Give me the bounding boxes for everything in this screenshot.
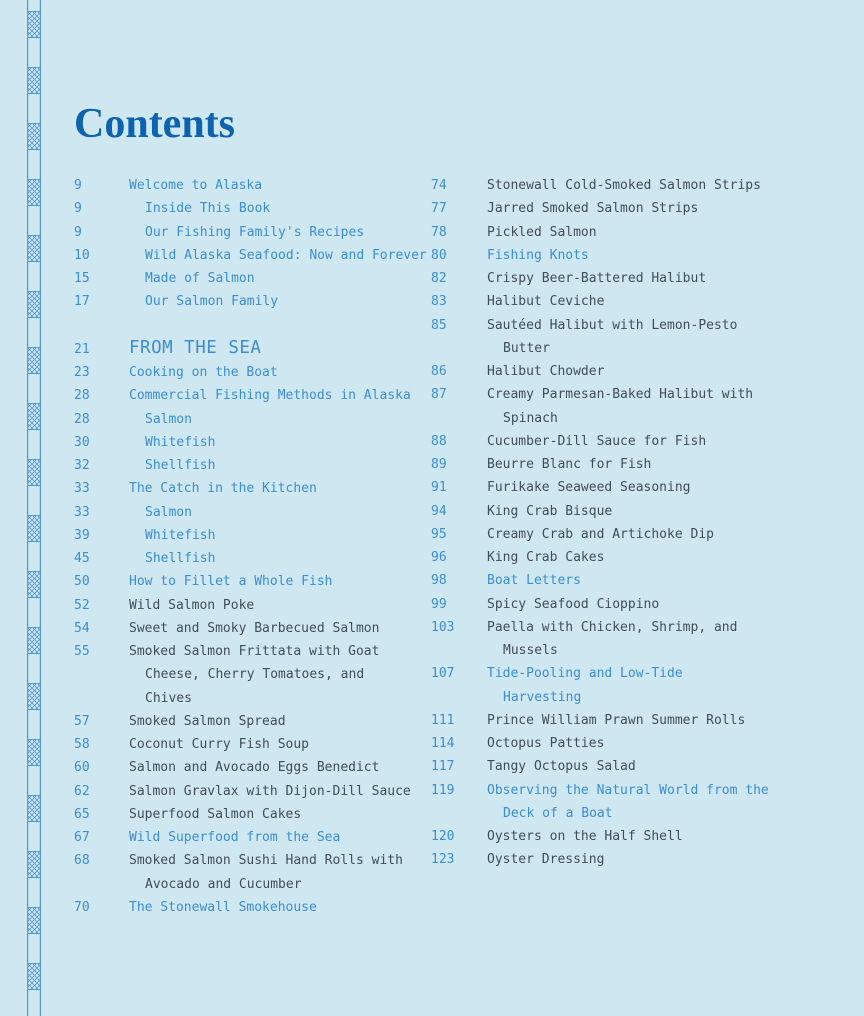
- toc-page-number: 33: [74, 504, 90, 520]
- toc-page-number: 119: [431, 782, 455, 798]
- toc-title-line: Our Fishing Family's Recipes: [145, 224, 365, 240]
- toc-page-number: 120: [431, 829, 455, 844]
- toc-entry-title: [129, 244, 426, 267]
- toc-entry-title: [487, 174, 831, 197]
- toc-entry[interactable]: [74, 290, 426, 313]
- toc-entry[interactable]: [74, 617, 426, 640]
- toc-entry[interactable]: [74, 710, 426, 733]
- toc-page-number: 57: [74, 713, 90, 729]
- toc-entry-title: [129, 477, 426, 500]
- toc-entry[interactable]: [74, 361, 426, 384]
- toc-title-line: Our Salmon Family: [145, 294, 279, 310]
- toc-title-line: Spicy Seafood Cioppino: [487, 596, 660, 612]
- toc-title-line: Sweet and Smoky Barbecued Salmon: [129, 620, 380, 636]
- toc-entry-title: [487, 476, 831, 499]
- toc-entry-title: [129, 501, 426, 524]
- toc-entry[interactable]: [74, 826, 426, 849]
- toc-page-number: 15: [74, 271, 90, 286]
- toc-page-number: 23: [74, 365, 90, 380]
- toc-title-line: Observing the Natural World from the: [487, 782, 769, 798]
- toc-entry[interactable]: [74, 244, 426, 267]
- toc-title-line: Avocado and Cucumber: [145, 876, 302, 892]
- toc-page-number: 91: [431, 480, 447, 496]
- toc-page-number: 30: [74, 434, 90, 450]
- toc-entry[interactable]: [431, 430, 831, 453]
- toc-page-number: 77: [431, 201, 447, 217]
- toc-page-number: 68: [74, 853, 90, 869]
- toc-page-number: 9: [74, 201, 82, 217]
- toc-entry-title: [487, 500, 831, 523]
- toc-entry-title: [487, 709, 831, 732]
- toc-title-line: Butter: [503, 340, 550, 356]
- toc-entry-title: [129, 197, 426, 220]
- toc-entry-title: [487, 779, 831, 826]
- toc-entry[interactable]: [431, 500, 831, 523]
- toc-entry[interactable]: [431, 244, 831, 267]
- toc-title-line: Salmon and Avocado Eggs Benedict: [129, 760, 380, 776]
- toc-entry[interactable]: [74, 896, 426, 919]
- toc-spacer: [74, 314, 426, 337]
- toc-entry-title: [129, 570, 426, 593]
- toc-entry-title: [129, 267, 426, 290]
- toc-entry[interactable]: [431, 616, 831, 663]
- toc-entry[interactable]: [431, 546, 831, 569]
- toc-page-number: 62: [74, 783, 90, 799]
- toc-entry[interactable]: [74, 756, 426, 779]
- toc-entry[interactable]: [431, 360, 831, 383]
- toc-entry-title: [487, 569, 831, 592]
- toc-title-line: Mussels: [503, 643, 558, 658]
- toc-title-line: Octopus Patties: [487, 736, 605, 751]
- toc-title-line: Cucumber-Dill Sauce for Fish: [487, 433, 707, 449]
- toc-page-number: 28: [74, 388, 90, 404]
- toc-page-number: 94: [431, 503, 447, 519]
- toc-page-number: 52: [74, 597, 90, 613]
- toc-title-line: Wild Superfood from the Sea: [129, 830, 341, 845]
- toc-title-line: Furikake Seaweed Seasoning: [487, 480, 691, 496]
- toc-title-line: Commercial Fishing Methods in Alaska: [129, 388, 411, 404]
- toc-title-line: Creamy Parmesan-Baked Halibut with: [487, 387, 754, 403]
- toc-entry-title: [129, 803, 426, 826]
- toc-entry-title: [129, 547, 426, 570]
- toc-entry-title: [129, 896, 426, 919]
- toc-title-line: King Crab Cakes: [487, 550, 605, 565]
- toc-entry[interactable]: [431, 290, 831, 313]
- toc-title-line: Stonewall Cold-Smoked Salmon Strips: [487, 178, 761, 193]
- toc-entry[interactable]: [431, 174, 831, 197]
- toc-entry-title: [487, 732, 831, 755]
- toc-title-line: Salmon Gravlax with Dijon-Dill Sauce: [129, 783, 411, 799]
- toc-title-line: Salmon: [145, 504, 192, 520]
- toc-entry-title: [487, 244, 831, 267]
- toc-page-number: 67: [74, 830, 90, 845]
- toc-page-number: 58: [74, 737, 90, 752]
- toc-title-line: Welcome to Alaska: [129, 178, 263, 193]
- toc-title-line: Pickled Salmon: [487, 224, 597, 240]
- toc-title-line: Oyster Dressing: [487, 852, 605, 868]
- toc-page-number: 114: [431, 736, 455, 751]
- toc-entry-title: [129, 361, 426, 384]
- toc-title-line: Made of Salmon: [145, 271, 255, 286]
- toc-entry-title: [487, 267, 831, 290]
- toc-entry-title: [129, 756, 426, 779]
- toc-entry[interactable]: [74, 221, 426, 244]
- toc-entry-title: [487, 453, 831, 476]
- toc-entry[interactable]: [74, 197, 426, 220]
- toc-title-line: The Catch in the Kitchen: [129, 481, 317, 497]
- toc-page-number: 82: [431, 271, 447, 286]
- toc-page-number: 50: [74, 574, 90, 590]
- toc-title-line: Coconut Curry Fish Soup: [129, 737, 310, 752]
- toc-entry[interactable]: [431, 662, 831, 709]
- toc-page-number: 95: [431, 526, 447, 542]
- toc-page-number: 107: [431, 666, 455, 682]
- toc-entry[interactable]: [74, 337, 426, 361]
- toc-title-line: Chives: [145, 690, 192, 706]
- toc-entry[interactable]: [431, 779, 831, 826]
- toc-title-line: Crispy Beer-Battered Halibut: [487, 271, 707, 286]
- toc-left-column: [74, 174, 426, 919]
- toc-entry[interactable]: [74, 570, 426, 593]
- toc-page-number: 45: [74, 551, 90, 566]
- toc-page-number: 70: [74, 899, 90, 915]
- toc-title-line: Boat Letters: [487, 573, 581, 589]
- toc-entry[interactable]: [431, 569, 831, 592]
- toc-title-line: Smoked Salmon Frittata with Goat: [129, 644, 380, 659]
- toc-entry[interactable]: [431, 709, 831, 732]
- toc-entry[interactable]: [74, 780, 426, 803]
- toc-entry[interactable]: [431, 732, 831, 755]
- toc-entry-title: [129, 174, 426, 197]
- toc-page-number: 10: [74, 247, 90, 263]
- toc-title-line: Spinach: [503, 410, 558, 426]
- toc-entry-title: [487, 523, 831, 546]
- toc-page-number: 88: [431, 433, 447, 449]
- toc-page-number: 83: [431, 294, 447, 310]
- toc-entry-title: [487, 662, 831, 709]
- toc-entry[interactable]: [431, 314, 831, 361]
- toc-entry-title: [129, 849, 426, 896]
- toc-entry-title: [129, 617, 426, 640]
- toc-entry[interactable]: [431, 383, 831, 430]
- toc-page-number: 54: [74, 620, 90, 636]
- toc-entry[interactable]: [74, 408, 426, 431]
- toc-page-number: 85: [431, 317, 447, 333]
- toc-entry[interactable]: [74, 733, 426, 756]
- toc-title-line: Creamy Crab and Artichoke Dip: [487, 526, 714, 542]
- toc-entry-title: [129, 454, 426, 477]
- toc-page-number: 39: [74, 527, 90, 543]
- toc-entry-title: [487, 314, 831, 361]
- toc-entry-title: [487, 593, 831, 616]
- toc-entry[interactable]: [74, 849, 426, 896]
- toc-entry[interactable]: [74, 267, 426, 290]
- toc-title-line: FROM THE SEA: [129, 337, 262, 358]
- toc-page-number: 99: [431, 596, 447, 612]
- toc-title-line: Paella with Chicken, Shrimp, and: [487, 619, 738, 635]
- toc-entry-title: [487, 755, 831, 778]
- toc-title-line: Harvesting: [503, 689, 582, 705]
- toc-entry-title: [129, 780, 426, 803]
- toc-page-number: 9: [74, 178, 82, 193]
- toc-page-number: 98: [431, 573, 447, 589]
- toc-entry[interactable]: [74, 431, 426, 454]
- toc-title-line: Sautéed Halibut with Lemon-Pesto: [487, 317, 738, 333]
- toc-entry-title: [129, 431, 426, 454]
- toc-entry[interactable]: [431, 197, 831, 220]
- toc-page-number: 28: [74, 411, 90, 427]
- toc-entry-title: [487, 383, 831, 430]
- toc-entry-title: [129, 640, 426, 710]
- toc-entry[interactable]: [74, 640, 426, 710]
- toc-entry-title: [129, 594, 426, 617]
- toc-title-line: Oysters on the Half Shell: [487, 829, 683, 844]
- page-title: Contents: [74, 101, 236, 147]
- toc-entry-title: [129, 290, 426, 313]
- toc-title-line: Tangy Octopus Salad: [487, 759, 636, 775]
- toc-entry[interactable]: [74, 174, 426, 197]
- toc-entry[interactable]: [431, 476, 831, 499]
- toc-title-line: Wild Alaska Seafood: Now and Forever: [145, 247, 427, 263]
- toc-title-line: Prince William Prawn Summer Rolls: [487, 712, 746, 728]
- toc-entry[interactable]: [431, 267, 831, 290]
- toc-entry[interactable]: [431, 523, 831, 546]
- toc-page-number: 78: [431, 224, 447, 240]
- toc-title-line: Wild Salmon Poke: [129, 597, 255, 613]
- toc-title-line: King Crab Bisque: [487, 503, 613, 519]
- toc-entry[interactable]: [74, 384, 426, 407]
- toc-page-number: 80: [431, 247, 447, 263]
- toc-entry[interactable]: [431, 848, 831, 871]
- toc-entry-title: [487, 825, 831, 848]
- toc-entry-title: [487, 430, 831, 453]
- toc-title-line: Superfood Salmon Cakes: [129, 806, 302, 822]
- toc-page-number: 65: [74, 806, 90, 822]
- toc-title-line: Smoked Salmon Sushi Hand Rolls with: [129, 853, 403, 869]
- toc-entry[interactable]: [431, 825, 831, 848]
- toc-entry-title: [129, 384, 426, 407]
- toc-right-column: [431, 174, 831, 872]
- toc-title-line: The Stonewall Smokehouse: [129, 899, 317, 915]
- toc-title-line: Fishing Knots: [487, 247, 589, 263]
- toc-page-number: 111: [431, 712, 455, 728]
- toc-title-line: Halibut Chowder: [487, 364, 605, 379]
- toc-entry[interactable]: [74, 594, 426, 617]
- toc-entry-title: [129, 337, 426, 360]
- toc-title-line: Halibut Ceviche: [487, 294, 605, 310]
- toc-page-number: 89: [431, 457, 447, 472]
- toc-entry-title: [129, 408, 426, 431]
- toc-entry[interactable]: [74, 477, 426, 500]
- toc-entry-title: [129, 826, 426, 849]
- toc-title-line: Cheese, Cherry Tomatoes, and: [145, 667, 365, 683]
- toc-entry-title: [487, 221, 831, 244]
- toc-entry-title: [487, 616, 831, 663]
- toc-entry-title: [487, 546, 831, 569]
- toc-title-line: Inside This Book: [145, 201, 271, 217]
- toc-entry[interactable]: [431, 755, 831, 778]
- toc-title-line: Jarred Smoked Salmon Strips: [487, 201, 699, 217]
- toc-entry[interactable]: [74, 501, 426, 524]
- toc-page-number: 123: [431, 852, 455, 868]
- toc-page-number: 103: [431, 619, 455, 635]
- toc-entry[interactable]: [431, 593, 831, 616]
- toc-title-line: Tide-Pooling and Low-Tide: [487, 666, 683, 682]
- toc-page-number: 86: [431, 364, 447, 379]
- toc-title-line: Deck of a Boat: [503, 805, 613, 821]
- toc-title-line: Whitefish: [145, 527, 216, 543]
- toc-page-number: 21: [74, 341, 90, 357]
- toc-entry[interactable]: [431, 221, 831, 244]
- toc-page-number: 74: [431, 178, 447, 193]
- toc-page-number: 87: [431, 387, 447, 403]
- toc-entry-title: [487, 197, 831, 220]
- toc-entry-title: [129, 710, 426, 733]
- toc-title-line: Cooking on the Boat: [129, 365, 278, 380]
- toc-entry-title: [129, 524, 426, 547]
- toc-entry-title: [129, 221, 426, 244]
- toc-page-number: 17: [74, 294, 90, 310]
- toc-entry[interactable]: [74, 524, 426, 547]
- toc-entry[interactable]: [74, 454, 426, 477]
- toc-entry-title: [129, 733, 426, 756]
- toc-entry-title: [487, 848, 831, 871]
- toc-title-line: Smoked Salmon Spread: [129, 713, 286, 729]
- toc-title-line: Whitefish: [145, 434, 216, 450]
- toc-title-line: Beurre Blanc for Fish: [487, 457, 652, 472]
- decorative-edge-strip-icon: [27, 0, 41, 1016]
- toc-title-line: How to Fillet a Whole Fish: [129, 574, 333, 590]
- toc-page-number: 33: [74, 481, 90, 497]
- toc-entry-title: [487, 290, 831, 313]
- toc-title-line: Shellfish: [145, 551, 216, 566]
- toc-page-number: 60: [74, 760, 90, 776]
- toc-page-number: 96: [431, 550, 447, 565]
- toc-page-number: 9: [74, 224, 82, 240]
- toc-page-number: 32: [74, 458, 90, 473]
- toc-entry[interactable]: [431, 453, 831, 476]
- toc-page-number: 55: [74, 644, 90, 659]
- toc-entry[interactable]: [74, 547, 426, 570]
- toc-title-line: Shellfish: [145, 458, 216, 473]
- toc-entry[interactable]: [74, 803, 426, 826]
- toc-title-line: Salmon: [145, 411, 192, 427]
- toc-entry-title: [487, 360, 831, 383]
- toc-page-number: 117: [431, 759, 455, 775]
